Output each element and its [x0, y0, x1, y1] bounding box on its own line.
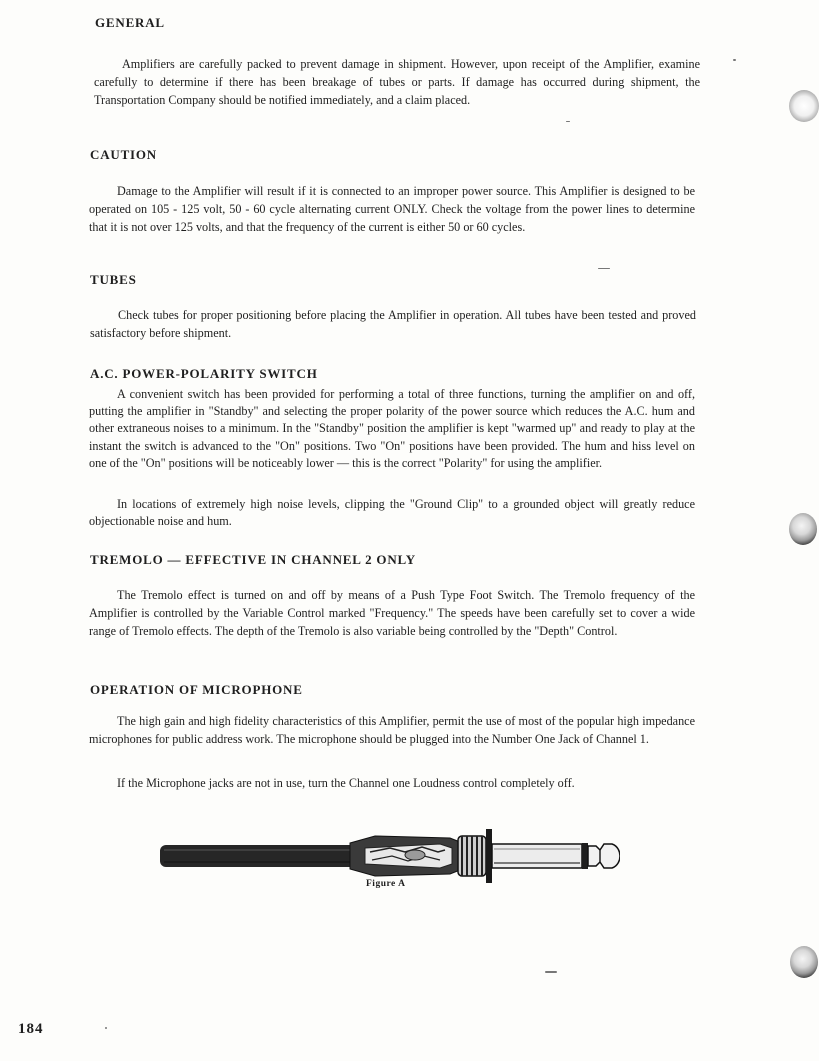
- figure-caption: Figure A: [366, 879, 406, 889]
- power-polarity-paragraph-1: A convenient switch has been provided for performing a total of three functions, turning the amplifier on and off, putting the amplifier in "Standby" and selecting the proper polarity of the power source which reduces the A.C. hum and other extraneous noises to a minimum. In the "Standby" position the amplifier is kept "warmed up" and ready to play at the instant the switch is advanced to the "On" positions. Two "On" positions have been provided. The hum and hiss level on one of the "On" positions will be noticeably lower — this is the correct "Polarity" for using the amplifier.: [89, 387, 695, 470]
- section-heading-microphone: OPERATION OF MICROPHONE: [90, 682, 303, 697]
- scan-speck: [733, 59, 736, 61]
- tremolo-paragraph: The Tremolo effect is turned on and off by means of a Push Type Foot Switch. The Tremolo frequency of the Amplifier is controlled by the Variable Control marked "Frequency." The speeds have been carefully set to cover a wide range of Tremolo effects. The depth of the Tremolo is also variable being controlled by the "Depth" Control.: [89, 588, 695, 638]
- microphone-paragraph-1: The high gain and high fidelity characteristics of this Amplifier, permit the use of most of the popular high impedance microphones for public address work. The microphone should be plugged into the Number One Jack of Channel 1.: [89, 714, 695, 746]
- general-paragraph: Amplifiers are carefully packed to prevent damage in shipment. However, upon receipt of the Amplifier, examine carefully to determine if there has been breakage of tubes or parts. If damage has occurred during shipment, the Transportation Company should be notified immediately, and a claim placed.: [94, 57, 700, 107]
- scan-speck: [598, 268, 610, 269]
- section-heading-tremolo: TREMOLO — EFFECTIVE IN CHANNEL 2 ONLY: [90, 552, 416, 567]
- section-heading-caution: CAUTION: [90, 147, 157, 162]
- plug-threads: [458, 829, 492, 883]
- plug-sleeve: [492, 843, 588, 869]
- tubes-paragraph: Check tubes for proper positioning before placing the Amplifier in operation. All tubes have been tested and proved satisfactory before shipment.: [90, 308, 696, 340]
- phone-plug-illustration: [160, 826, 620, 886]
- microphone-paragraph-2: If the Microphone jacks are not in use, turn the Channel one Loudness control completely off.: [117, 776, 575, 790]
- section-heading-general: GENERAL: [95, 15, 165, 30]
- scan-speck: [566, 121, 570, 122]
- plug-cable: [160, 845, 360, 867]
- page-number: 184: [18, 1021, 44, 1037]
- plug-clamp: [350, 836, 460, 876]
- binder-hole-top: [789, 90, 819, 122]
- section-heading-tubes: TUBES: [90, 272, 137, 287]
- power-polarity-paragraph-2: In locations of extremely high noise levels, clipping the "Ground Clip" to a grounded object will greatly reduce objectionable noise and hum.: [89, 497, 695, 529]
- scan-speck: [545, 971, 557, 973]
- binder-hole-middle: [789, 513, 817, 545]
- caution-paragraph: Damage to the Amplifier will result if it is connected to an improper power source. This Amplifier is designed to be operated on 105 - 125 volt, 50 - 60 cycle alternating current ONLY. Check the voltage from the power lines to determine that it is not over 125 volts, and that the frequency of the current is either 50 or 60 cycles.: [89, 184, 695, 234]
- plug-tip: [588, 844, 620, 868]
- binder-hole-bottom: [790, 946, 818, 978]
- scan-speck: [105, 1027, 107, 1029]
- section-heading-power-polarity-switch: A.C. POWER-POLARITY SWITCH: [90, 366, 318, 381]
